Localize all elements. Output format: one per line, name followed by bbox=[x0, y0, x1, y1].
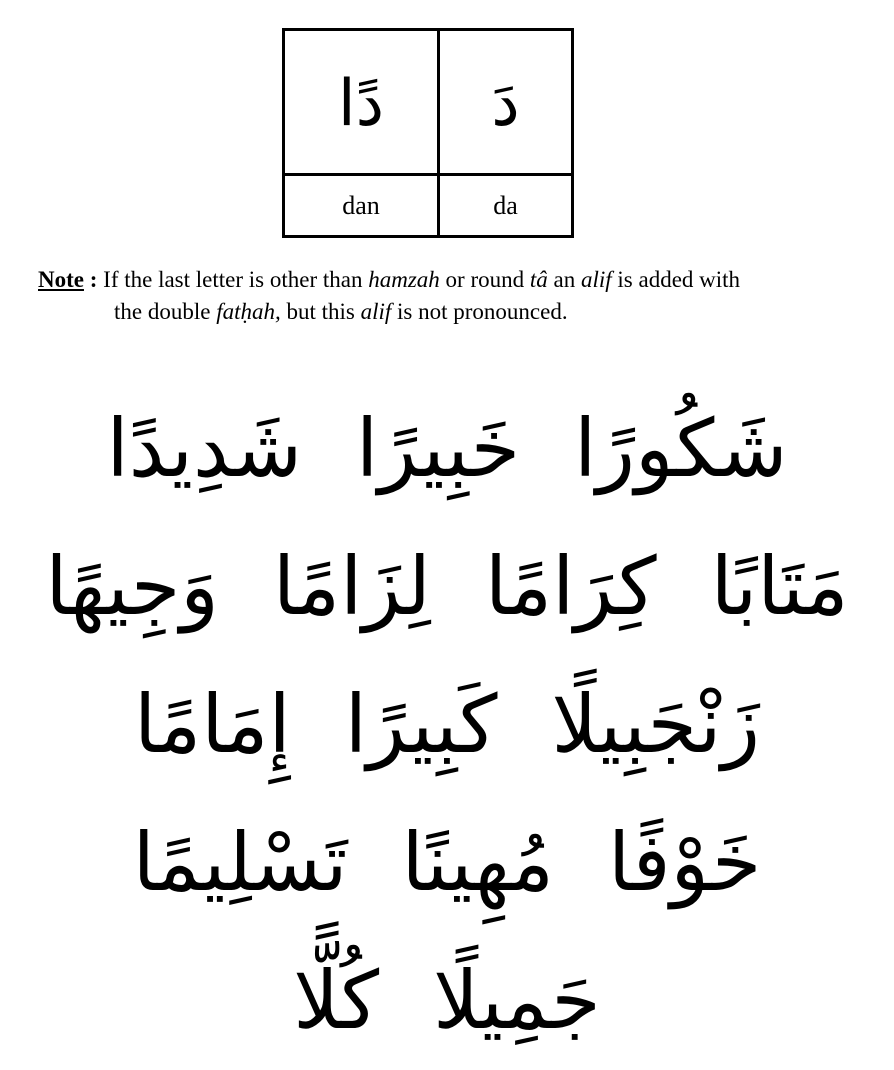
arabic-word: كُلًّا bbox=[293, 954, 380, 1047]
note-text-6: but this bbox=[280, 299, 361, 324]
arabic-word: مُهِينًا bbox=[401, 816, 554, 909]
note-paragraph bbox=[38, 264, 868, 328]
word-row-3 bbox=[20, 656, 874, 794]
arabic-word: خَوْفًا bbox=[607, 816, 762, 909]
note-term-fathah: fatḥah, bbox=[216, 299, 281, 324]
arabic-word-list bbox=[20, 380, 874, 1070]
note-term-alif-2: alif bbox=[360, 299, 392, 324]
arabic-cell-dan: دًا bbox=[285, 31, 440, 176]
arabic-word: كِرَامًا bbox=[484, 540, 657, 633]
arabic-cell-da: دَ bbox=[440, 31, 571, 176]
note-text-4: is added with bbox=[611, 267, 741, 292]
note-label: Note bbox=[38, 267, 84, 292]
arabic-word: شَدِيدًا bbox=[106, 402, 302, 495]
word-row-2 bbox=[20, 518, 874, 656]
word-row-4 bbox=[20, 794, 874, 932]
note-term-alif-1: alif bbox=[580, 267, 612, 292]
arabic-word: خَبِيرًا bbox=[356, 402, 521, 495]
word-row-5 bbox=[20, 932, 874, 1070]
tanwin-table bbox=[282, 28, 574, 238]
note-text-2: or round bbox=[439, 267, 530, 292]
arabic-word: زَنْجَبِيلًا bbox=[551, 678, 760, 771]
latin-cell-da: da bbox=[493, 190, 518, 220]
latin-cell-dan: dan bbox=[285, 176, 440, 235]
arabic-word: شَكُورًا bbox=[574, 402, 788, 495]
note-line-2 bbox=[38, 296, 868, 328]
note-text-7: is not pronounced. bbox=[391, 299, 568, 324]
note-text-5: the double bbox=[114, 299, 217, 324]
arabic-word: لِزَامًا bbox=[272, 540, 431, 633]
note-colon: : bbox=[83, 267, 98, 292]
note-term-ta: tâ bbox=[529, 267, 548, 292]
arabic-word: وَجِيهًا bbox=[45, 540, 219, 633]
arabic-word: إِمَامًا bbox=[134, 678, 291, 771]
note-text-1: If the last letter is other than bbox=[97, 267, 369, 292]
note-term-hamzah: hamzah bbox=[368, 267, 440, 292]
arabic-word: تَسْلِيمًا bbox=[132, 816, 348, 909]
arabic-word: مَتَابًا bbox=[710, 540, 849, 633]
word-row-1 bbox=[20, 380, 874, 518]
note-line-1 bbox=[38, 264, 868, 296]
arabic-word: كَبِيرًا bbox=[344, 678, 498, 771]
arabic-word: جَمِيلًا bbox=[433, 954, 601, 1047]
note-text-3: an bbox=[547, 267, 581, 292]
